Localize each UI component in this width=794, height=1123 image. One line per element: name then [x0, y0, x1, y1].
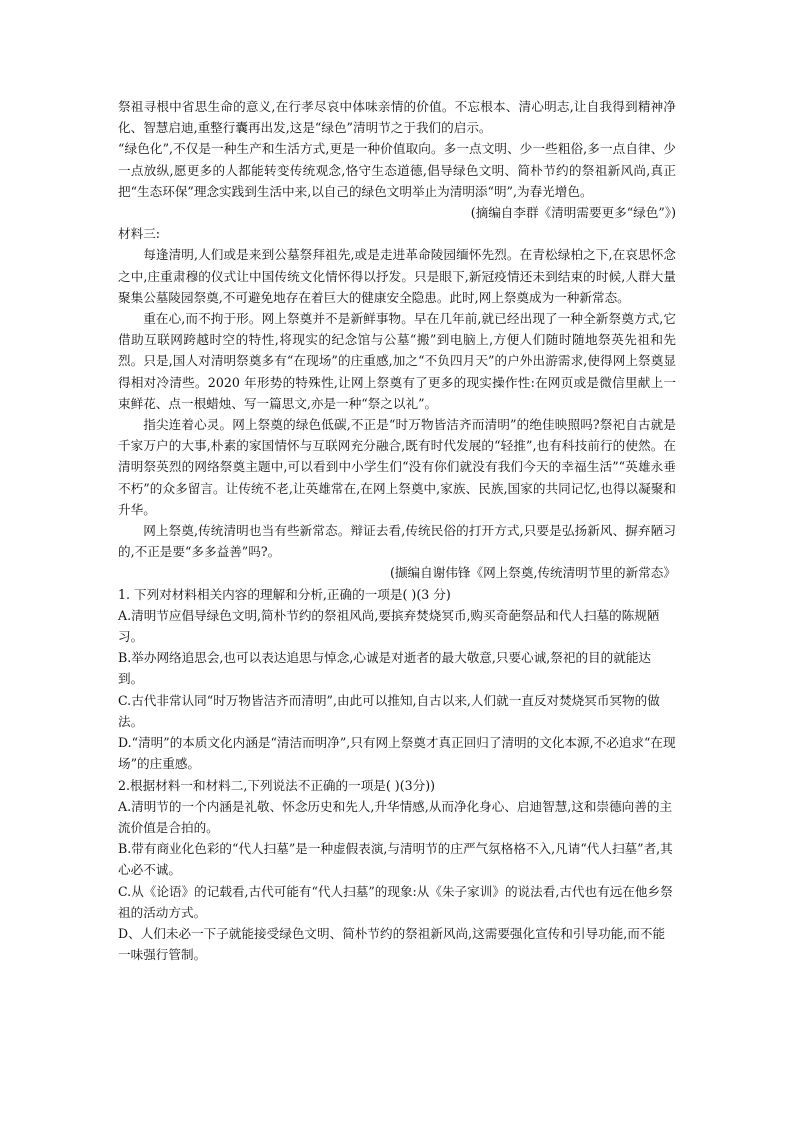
question-2 — [118, 775, 676, 966]
source-citation-part2: (摘编自李群《清明需要更多“绿色”》) — [470, 205, 676, 221]
material3-heading: 材料三: — [118, 226, 161, 242]
option-d: D.“清明”的本质文化内涵是“清洁而明净”,只有网上祭奠才真正回归了清明的文化本源,不必追求“在现场”的庄重感。 — [118, 735, 676, 772]
paragraph-part2-2: “绿色化”,不仅是一种生产和生活方式,更是一种价值取向。多一点文明、少一些粗俗,多一点自律、少一点放纵,愿更多的人都能转变传统观念,恪守生态道德,倡导绿色文明、简朴节约的祭祖新风尚,真正把“生态环保”理念实践到生活中来,以自己的绿色文明举止为清明添“明”,为春光增色。 — [118, 141, 676, 199]
question-stem: 1. 下列对材料相关内容的理解和分析,正确的一项是( )(3 分) — [118, 586, 451, 602]
option-c: C.从《论语》的记载看,古代可能有“代人扫墓”的现象:从《朱子家训》的说法看,古代也有远在他乡祭祖的活动方式。 — [118, 883, 673, 920]
paragraph-part2-1: 祭祖寻根中省思生命的意义,在行孝尽哀中体味亲情的价值。不忘根本、清心明志,让自我得到精神净化、智慧启迪,重整行囊再出发,这是“绿色”清明节之于我们的启示。 — [118, 99, 676, 136]
paragraph-part3-3: 指尖连着心灵。网上祭奠的绿色低碳,不正是“时万物皆洁齐而清明”的绝佳映照吗?祭祀自古就是千家万户的大事,朴素的家国情怀与互联网充分融合,既有时代发展的“轻推”,也有科技前行的使然。在清明祭英烈的网络祭奠主题中,可以看到中小学生们“没有你们就没有我们今天的幸福生活”“英雄永垂不朽”的众多留言。让传统不老,让英雄常在,在网上祭奠中,家族、民族,国家的共同记忆,也得以凝聚和升华。 — [118, 417, 676, 517]
option-b: B.举办网络追思会,也可以表达追思与悼念,心诚是对逝者的最大敬意,只要心诚,祭祀的目的就能达到。 — [118, 650, 652, 687]
paragraph-part3-1: 每逢清明,人们或是来到公墓祭拜祖先,或是走进革命陵园缅怀先烈。在青松绿柏之下,在哀思怀念之中,庄重肃穆的仪式让中国传统文化情怀得以抒发。只是眼下,新冠疫情还未到结束的时候,人群大量聚集公墓陵园祭奠,不可避免地存在着巨大的健康安全隐患。此时,网上祭奠成为一种新常态。 — [118, 247, 676, 305]
option-a: A.清明节应倡导绿色文明,简朴节约的祭祖风尚,要摈弃焚烧冥币,购买奇葩祭品和代人扫墓的陈规陋习。 — [118, 607, 660, 645]
question-stem: 2.根据材料一和材料二,下列说法不正确的一项是( )(3分)) — [118, 777, 436, 793]
option-a: A.清明节的一个内涵是礼敬、怀念历史和先人,升华情感,从而净化身心、启迪智慧,这和崇德向善的主流价值是合拍的。 — [118, 798, 673, 835]
paragraph-part3-2: 重在心,而不拘于形。网上祭奠并不是新鲜事物。早在几年前,就已经出现了一种全新祭奠方式,它借助互联网跨越时空的特性,将现实的纪念馆与公墓“搬”到电脑上,方便人们随时随地祭英先祖和先烈。只是,国人对清明祭奠多有“在现场”的庄重感,加之“不负四月天”的户外出游需求,使得网上祭奠显得相对冷清些。2020 年形势的特殊性,让网上祭奠有了更多的现实操作性:在网页或是微信里献上一束鲜花、点一根蜡烛、写一篇思文,亦是一种“祭之以礼”。 — [118, 311, 676, 411]
option-b: B.带有商业化色彩的“代人扫墓”是一种虚假表演,与清明节的庄严气氛格格不入,凡请“代人扫墓”者,其心必不诚。 — [118, 841, 673, 878]
question-1 — [118, 584, 676, 775]
source-citation-part3: (撷编自谢伟锋《网上祭奠,传统清明节里的新常态》 — [390, 565, 676, 581]
option-d: D、人们未必一下子就能接受绿色文明、简朴节约的祭祖新风尚,这需要强化宣传和引导功能,而不能一味强行管制。 — [118, 925, 666, 963]
option-c: C.古代非常认同“时万物皆洁齐而清明”,由此可以推知,自古以来,人们就一直反对焚烧冥币冥物的做法。 — [118, 692, 660, 729]
paragraph-part3-4: 网上祭奠,传统清明也当有些新常态。辩证去看,传统民俗的打开方式,只要是弘扬新风、摒弃陋习的,不正是要“多多益善”吗?。 — [118, 523, 676, 560]
